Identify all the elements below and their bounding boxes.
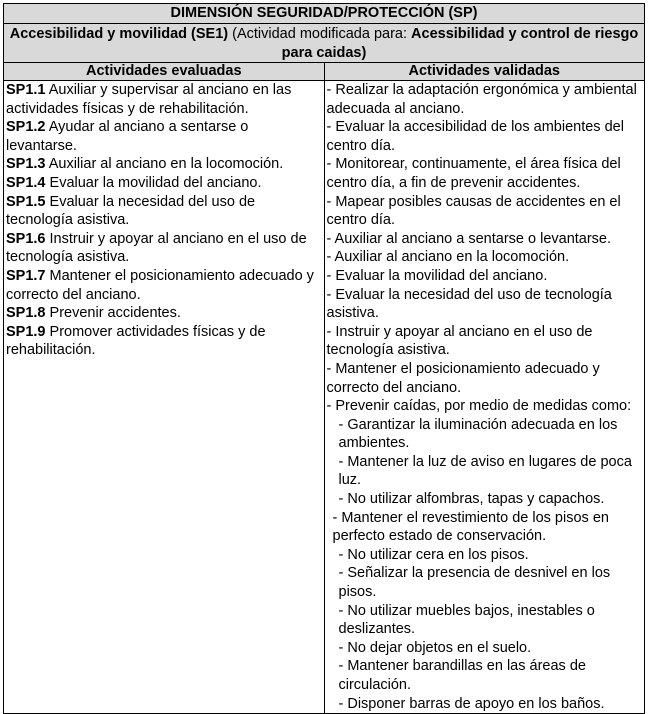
- table-subtitle: [4, 24, 645, 63]
- measure-item: - No utilizar cera en los pisos.: [338, 546, 529, 563]
- content-row: [4, 81, 645, 714]
- activity-text: Auxiliar y supervisar al anciano en las actividades físicas y de rehabilitación.: [6, 82, 292, 117]
- measure-item: - No dejar objetos en el suelo.: [338, 639, 532, 656]
- validated-item: - Evaluar la accesibilidad de los ambientes del centro día.: [326, 119, 624, 154]
- subtitle-row: [4, 24, 645, 63]
- evaluated-item: [6, 81, 322, 118]
- evaluated-item: [6, 193, 322, 230]
- activity-code: SP1.1: [6, 82, 46, 98]
- validated-item: - Prevenir caídas, por medio de medidas como:: [326, 398, 632, 415]
- validated-item: - Monitorear, continuamente, el área física del centro día, a fin de prevenir accidentes.: [326, 156, 621, 191]
- activity-text: Ayudar al anciano a sentarse o levantarse.: [6, 119, 249, 154]
- validated-item: - Evaluar la movilidad del anciano.: [326, 267, 548, 284]
- column-header-evaluated: Actividades evaluadas: [4, 63, 325, 81]
- activities-table: [3, 3, 645, 714]
- activity-text: Auxiliar al anciano en la locomoción.: [45, 156, 284, 173]
- evaluated-item: [6, 174, 322, 193]
- validated-item: - Evaluar la necesidad del uso de tecnología asistiva.: [326, 286, 612, 322]
- activity-text: Instruir y apoyar al anciano en el uso de tecnología asistiva.: [6, 230, 307, 266]
- measure-item: - Señalizar la presencia de desnivel en los pisos.: [338, 565, 611, 601]
- evaluated-item: [6, 118, 322, 155]
- validated-item: - Auxiliar al anciano en la locomoción.: [326, 249, 570, 266]
- subtitle-bold-a: Accesibilidad y movilidad (SE1): [9, 26, 229, 42]
- activity-code: SP1.7: [6, 267, 46, 284]
- activity-code: SP1.2: [6, 119, 46, 136]
- evaluated-item: [6, 155, 322, 174]
- evaluated-item: [6, 323, 322, 360]
- evaluated-activities-cell: [4, 81, 325, 714]
- activity-text: Promover actividades físicas y de rehabilitación.: [6, 323, 266, 359]
- measure-item: - Mantener la luz de aviso en lugares de poca luz.: [338, 453, 632, 489]
- evaluated-item: [6, 230, 322, 267]
- validated-activities-cell: [324, 81, 645, 714]
- column-header-row: [4, 63, 645, 81]
- activity-code: SP1.8: [6, 305, 46, 322]
- measure-item: - Mantener el revestimiento de los pisos en perfecto estado de conservación.: [332, 509, 609, 545]
- activity-code: SP1.5: [6, 193, 46, 210]
- measure-item: - Disponer barras de apoyo en los baños.: [338, 695, 605, 712]
- activity-text: Mantener el posicionamiento adecuado y correcto del anciano.: [6, 267, 314, 303]
- activity-text: Evaluar la movilidad del anciano.: [45, 174, 262, 191]
- activity-code: SP1.9: [6, 323, 46, 340]
- column-header-validated: Actividades validadas: [324, 63, 645, 81]
- measure-item: - No utilizar muebles bajos, inestables o deslizantes.: [338, 602, 595, 638]
- validated-item: - Mapear posibles causas de accidentes en el centro día.: [326, 193, 621, 229]
- activity-code: SP1.6: [6, 230, 46, 247]
- validated-item: - Realizar la adaptación ergonómica y ambiental adecuada al anciano.: [326, 82, 637, 117]
- measure-item: - Garantizar la iluminación adecuada en los ambientes.: [338, 416, 618, 452]
- activity-text: Evaluar la necesidad del uso de tecnología asistiva.: [6, 193, 256, 229]
- evaluated-item: [6, 267, 322, 304]
- subtitle-normal: (Actividad modificada para:: [228, 26, 412, 42]
- subtitle-bold-b: Acessibilidad y control de riesgo para caidas): [281, 26, 639, 61]
- validated-item: - Mantener el posicionamiento adecuado y correcto del anciano.: [326, 360, 600, 396]
- title-row: [4, 4, 645, 24]
- document-table-container: [3, 3, 645, 714]
- measure-item: - No utilizar alfombras, tapas y capachos.: [338, 491, 605, 508]
- evaluated-item: [6, 304, 322, 323]
- validated-item: - Auxiliar al anciano a sentarse o levantarse.: [326, 230, 612, 247]
- table-title: DIMENSIÓN SEGURIDAD/PROTECCIÓN (SP): [4, 4, 645, 24]
- activity-text: Prevenir accidentes.: [45, 305, 181, 322]
- measure-item: - Mantener barandillas en las áreas de circulación.: [338, 658, 586, 693]
- activity-code: SP1.4: [6, 174, 46, 191]
- activity-code: SP1.3: [6, 156, 46, 173]
- validated-item: - Instruir y apoyar al anciano en el uso de tecnología asistiva.: [326, 323, 593, 359]
